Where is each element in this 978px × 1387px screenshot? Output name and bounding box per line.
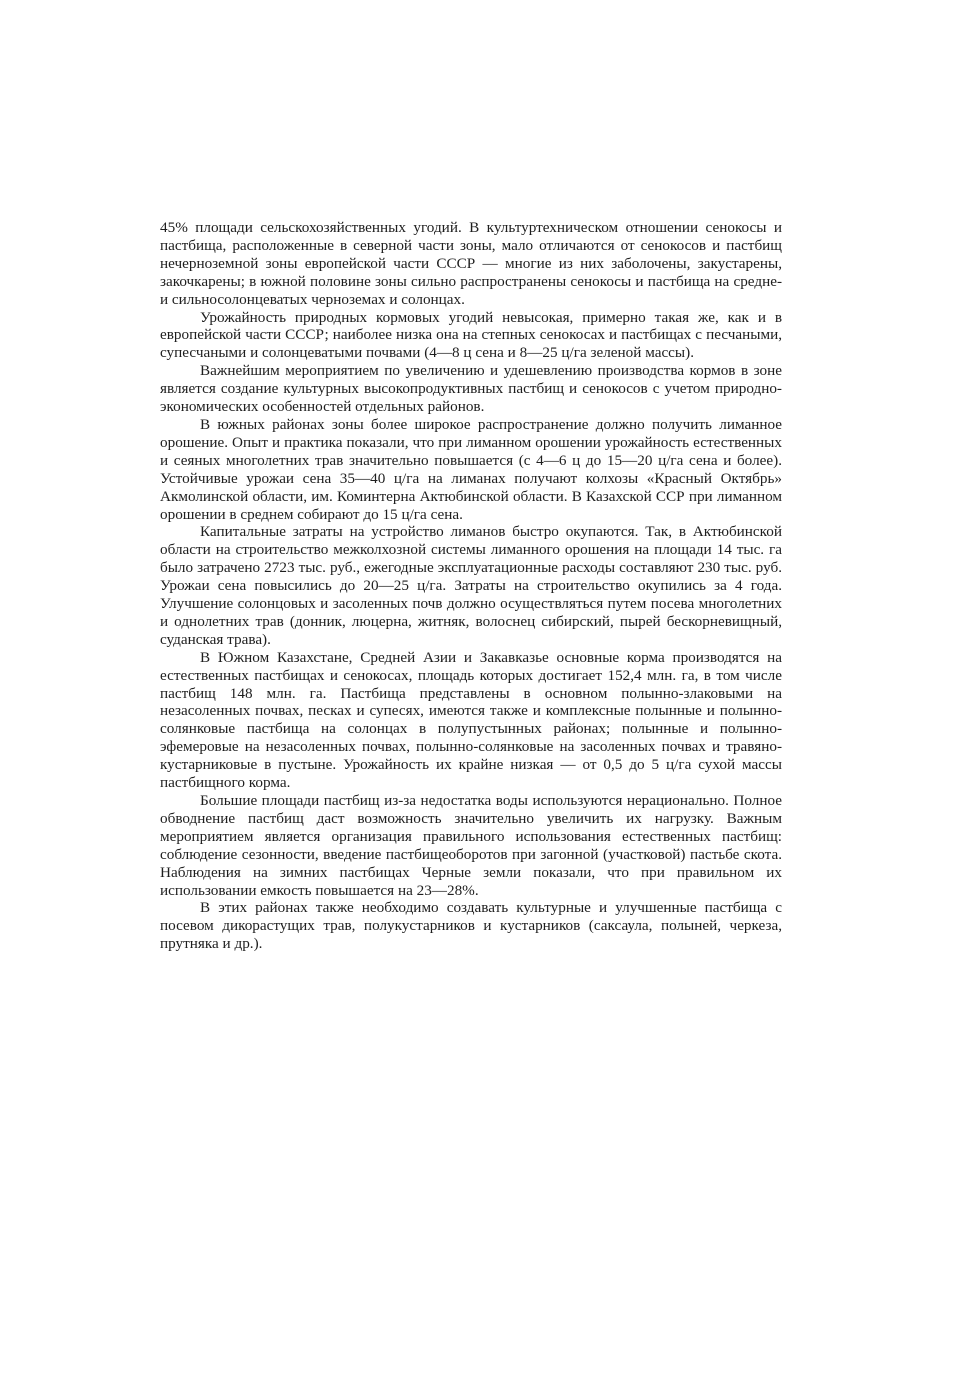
- paragraph-7: Большие площади пастбищ из-за недостатка воды используются нерационально. Полное обводнение пастбищ даст возможность значительно увеличить их нагрузку. Важным мероприятием является организация правильного использования естественных пастбищ: соблюдение сезонности, введение пастбищеоборотов при загонной (участковой) пастьбе скота. Наблюдения на зимних пастбищах Черные земли показали, что при правильном их использовании емкость повышается на 23—28%.: [160, 792, 782, 899]
- paragraph-8: В этих районах также необходимо создавать культурные и улучшенные пастбища с посевом дикорастущих трав, полукустарников и кустарников (саксаула, полыней, черкеза, прутняка и др.).: [160, 899, 782, 953]
- paragraph-6: В Южном Казахстане, Средней Азии и Закавказье основные корма производятся на естественных пастбищах и сенокосах, площадь которых достигает 152,4 млн. га, в том числе пастбищ 148 млн. га. Пастбища представлены в основном полынно-злаковыми на незасоленных почвах, песках и супесях, имеются также и комплексные полынные и полынно-солянковые пастбища на солонцах в полупустынных районах; полынные и полынно-эфемеровые на незасоленных почвах, полынно-солянковые на засоленных почвах и травяно-кустарниковые в пустыне. Урожайность их крайне низкая — от 0,5 до 5 ц/га сухой массы пастбищного корма.: [160, 648, 782, 792]
- paragraph-2: Урожайность природных кормовых угодий невысокая, примерно такая же, как и в европейской части СССР; наиболее низка она на степных сенокосах и пастбищах с песчаными, супесчаными и солонцеватыми почвами (4—8 ц сена и 8—25 ц/га зеленой массы).: [160, 308, 782, 362]
- paragraph-3: Важнейшим мероприятием по увеличению и удешевлению производства кормов в зоне является создание культурных высокопродуктивных пастбищ и сенокосов с учетом природно-экономических особенностей отдельных районов.: [160, 362, 782, 416]
- body-text: [160, 219, 782, 953]
- paragraph-5: Капитальные затраты на устройство лиманов быстро окупаются. Так, в Актюбинской области на строительство межколхозной системы лиманного орошения на площади 14 тыс. га было затрачено 2723 тыс. руб., ежегодные эксплуатационные расходы составляют 230 тыс. руб. Урожаи сена повысились до 20—25 ц/га. Затраты на строительство окупились за 4 года. Улучшение солонцовых и засоленных почв должно осуществляться путем посева многолетних и однолетних трав (донник, люцерна, житняк, волоснец сибирский, пырей бескорневищный, суданская трава).: [160, 523, 782, 648]
- paragraph-1: 45% площади сельскохозяйственных угодий. В культуртехническом отношении сенокосы и пастбища, расположенные в северной части зоны, мало отличаются от сенокосов и пастбищ нечерноземной зоны европейской части СССР — многие из них заболочены, закустарены, закочкарены; в южной половине зоны сильно распространены сенокосы и пастбища на средне- и сильносолонцеватых черноземах и солонцах.: [160, 219, 782, 308]
- paragraph-4: В южных районах зоны более широкое распространение должно получить лиманное орошение. Опыт и практика показали, что при лиманном орошении урожайность естественных и сеяных многолетних трав значительно повышается (с 4—6 ц до 15—20 ц/га сена и более). Устойчивые урожаи сена 35—40 ц/га на лиманах получают колхозы «Красный Октябрь» Акмолинской области, им. Коминтерна Актюбинской области. В Казахской ССР при лиманном орошении в среднем собирают до 15 ц/га сена.: [160, 415, 782, 523]
